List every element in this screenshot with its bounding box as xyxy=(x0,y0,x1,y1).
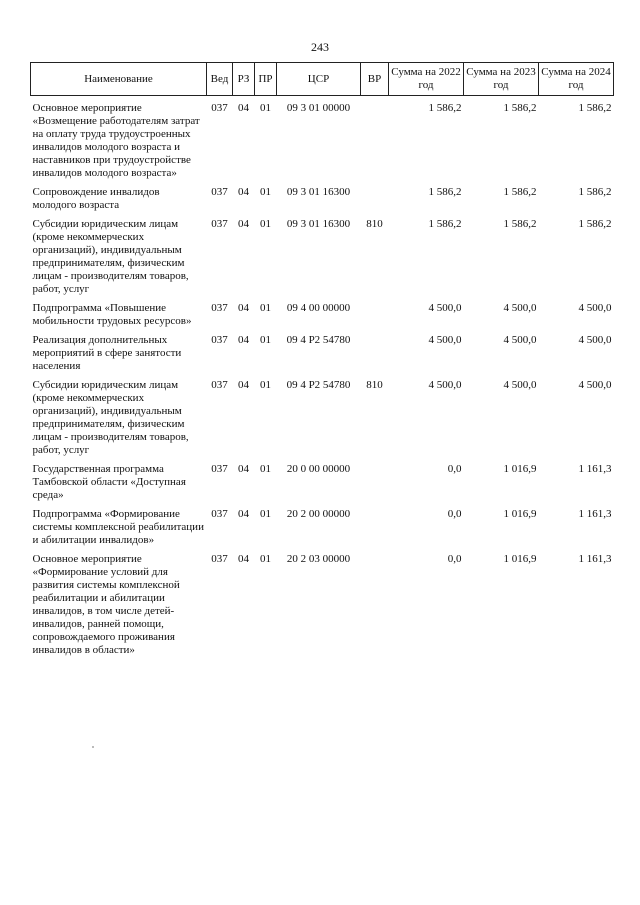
row-pr: 01 xyxy=(260,333,271,346)
row-sum-2023: 4 500,0 xyxy=(503,301,537,314)
table-header-row xyxy=(31,63,614,96)
row-name: Основное мероприятие «Возмещение работодателям затрат на оплату труда трудоустроенных инвалидов молодого возраста и наставников при трудоустройстве инвалидов молодого возраста» xyxy=(32,101,200,179)
row-name: Сопровождение инвалидов молодого возраста xyxy=(32,185,160,211)
row-sum-2024: 1 586,2 xyxy=(578,101,612,114)
row-csr: 09 4 P2 54780 xyxy=(286,333,351,346)
table-row xyxy=(31,102,614,186)
row-rz: 04 xyxy=(238,333,249,346)
row-pr: 01 xyxy=(260,378,271,391)
row-vr xyxy=(361,553,389,663)
row-sum-2022: 4 500,0 xyxy=(428,378,462,391)
table-row xyxy=(31,508,614,553)
header-name: Наименование xyxy=(31,63,207,96)
row-pr: 01 xyxy=(260,301,271,314)
table-row xyxy=(31,379,614,463)
row-vr xyxy=(361,508,389,553)
row-ved: 037 xyxy=(211,185,228,198)
row-sum-2024: 1 586,2 xyxy=(578,217,612,230)
row-csr: 20 2 00 00000 xyxy=(286,507,351,520)
row-rz: 04 xyxy=(238,185,249,198)
row-csr: 09 3 01 00000 xyxy=(286,101,351,114)
header-csr: ЦСР xyxy=(277,63,361,96)
row-vr: 810 xyxy=(366,217,383,230)
row-sum-2022: 0,0 xyxy=(447,507,462,520)
row-sum-2024: 1 161,3 xyxy=(578,552,612,565)
row-sum-2024: 1 586,2 xyxy=(578,185,612,198)
row-pr: 01 xyxy=(260,462,271,475)
row-csr: 09 4 P2 54780 xyxy=(286,378,351,391)
header-sum-2024: Сумма на 2024 год xyxy=(539,63,614,96)
header-rz: РЗ xyxy=(233,63,255,96)
row-sum-2023: 1 016,9 xyxy=(503,552,537,565)
row-rz: 04 xyxy=(238,101,249,114)
row-name: Подпрограмма «Повышение мобильности трудовых ресурсов» xyxy=(32,301,192,327)
row-vr xyxy=(361,463,389,508)
header-ved: Вед xyxy=(207,63,233,96)
row-vr xyxy=(361,334,389,379)
row-sum-2023: 4 500,0 xyxy=(503,333,537,346)
row-rz: 04 xyxy=(238,301,249,314)
row-sum-2022: 4 500,0 xyxy=(428,333,462,346)
row-ved: 037 xyxy=(211,217,228,230)
row-rz: 04 xyxy=(238,378,249,391)
row-sum-2023: 1 016,9 xyxy=(503,507,537,520)
row-rz: 04 xyxy=(238,552,249,565)
header-vr: ВР xyxy=(361,63,389,96)
row-vr xyxy=(361,102,389,186)
row-sum-2022: 1 586,2 xyxy=(428,101,462,114)
table-row xyxy=(31,302,614,334)
page-number: 243 xyxy=(311,40,329,54)
row-ved: 037 xyxy=(211,378,228,391)
row-ved: 037 xyxy=(211,552,228,565)
row-sum-2024: 4 500,0 xyxy=(578,378,612,391)
row-sum-2023: 1 586,2 xyxy=(503,217,537,230)
row-name: Реализация дополнительных мероприятий в сфере занятости населения xyxy=(32,333,182,372)
row-pr: 01 xyxy=(260,101,271,114)
table-row xyxy=(31,463,614,508)
row-sum-2023: 1 586,2 xyxy=(503,101,537,114)
row-vr xyxy=(361,302,389,334)
row-csr: 09 3 01 16300 xyxy=(286,217,351,230)
row-sum-2022: 0,0 xyxy=(447,552,462,565)
table-row xyxy=(31,553,614,663)
row-ved: 037 xyxy=(211,101,228,114)
row-rz: 04 xyxy=(238,462,249,475)
row-sum-2022: 1 586,2 xyxy=(428,217,462,230)
row-pr: 01 xyxy=(260,507,271,520)
row-sum-2022: 1 586,2 xyxy=(428,185,462,198)
row-sum-2024: 1 161,3 xyxy=(578,507,612,520)
row-vr xyxy=(361,186,389,218)
row-ved: 037 xyxy=(211,333,228,346)
header-sum-2022: Сумма на 2022 год xyxy=(389,63,464,96)
row-csr: 09 4 00 00000 xyxy=(286,301,351,314)
header-sum-2023: Сумма на 2023 год xyxy=(464,63,539,96)
row-csr: 09 3 01 16300 xyxy=(286,185,351,198)
row-name: Подпрограмма «Формирование системы комплексной реабилитации и абилитации инвалидов» xyxy=(32,507,204,546)
row-sum-2022: 0,0 xyxy=(447,462,462,475)
row-ved: 037 xyxy=(211,301,228,314)
row-csr: 20 2 03 00000 xyxy=(286,552,351,565)
row-name: Субсидии юридическим лицам (кроме некоммерческих организаций), индивидуальным предпринимателям, физическим лицам - производителям товаров, работ, услуг xyxy=(32,217,189,295)
row-sum-2024: 4 500,0 xyxy=(578,301,612,314)
row-rz: 04 xyxy=(238,217,249,230)
table-row xyxy=(31,218,614,302)
row-pr: 01 xyxy=(260,185,271,198)
row-sum-2023: 1 586,2 xyxy=(503,185,537,198)
row-pr: 01 xyxy=(260,552,271,565)
row-name: Основное мероприятие «Формирование условий для развития системы комплексной реабилитации и абилитации инвалидов, в том числе детей-инвалидов, ранней помощи, сопровождаемого проживания инвалидов в области» xyxy=(32,552,180,656)
row-sum-2024: 1 161,3 xyxy=(578,462,612,475)
header-pr: ПР xyxy=(255,63,277,96)
row-sum-2024: 4 500,0 xyxy=(578,333,612,346)
table-row xyxy=(31,334,614,379)
row-sum-2023: 4 500,0 xyxy=(503,378,537,391)
row-vr: 810 xyxy=(366,378,383,391)
row-pr: 01 xyxy=(260,217,271,230)
scan-speck xyxy=(92,746,94,748)
table-row xyxy=(31,186,614,218)
row-rz: 04 xyxy=(238,507,249,520)
row-ved: 037 xyxy=(211,462,228,475)
row-sum-2023: 1 016,9 xyxy=(503,462,537,475)
row-csr: 20 0 00 00000 xyxy=(286,462,351,475)
row-name: Государственная программа Тамбовской области «Доступная среда» xyxy=(32,462,186,501)
row-ved: 037 xyxy=(211,507,228,520)
row-sum-2022: 4 500,0 xyxy=(428,301,462,314)
budget-table xyxy=(30,62,614,663)
row-name: Субсидии юридическим лицам (кроме некоммерческих организаций), индивидуальным предпринимателям, физическим лицам - производителям товаров, работ, услуг xyxy=(32,378,189,456)
